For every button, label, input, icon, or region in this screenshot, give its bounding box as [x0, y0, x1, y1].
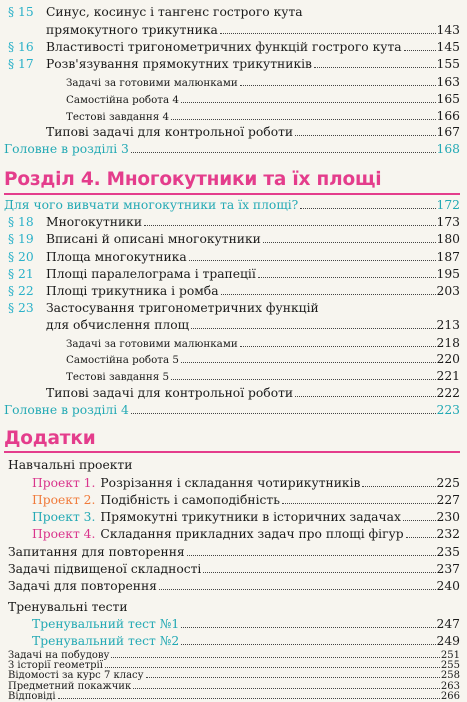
toc-entry[interactable]	[8, 6, 460, 18]
page-number: 166	[436, 109, 460, 123]
section-number: § 23	[8, 301, 34, 315]
entry-title: З історії геометрії	[8, 660, 103, 672]
page-number: 240	[436, 579, 460, 593]
entry-title: Задачі підвищеної складності	[8, 562, 202, 576]
dot-leader	[314, 67, 436, 68]
dot-leader	[406, 537, 436, 538]
page-number: 251	[440, 650, 460, 661]
entry-title: Подібність і самоподібність	[100, 493, 280, 507]
entry-title: Тренувальний тест №1	[32, 617, 180, 631]
entry-title: Синус, косинус і тангенс гострого кута	[46, 5, 303, 19]
entry-title: Розв'язування прямокутних трикутників	[46, 57, 312, 71]
page-number: 247	[436, 617, 460, 631]
page-number: 155	[436, 57, 460, 71]
page-number: 167	[436, 125, 460, 139]
entry-title: Розрізання і складання чотирикутників	[100, 476, 361, 490]
entry-title: Головне в розділі 3	[4, 142, 129, 156]
section-number: § 15	[8, 5, 34, 19]
page-number: 220	[436, 352, 460, 366]
page-number: 187	[436, 250, 460, 264]
toc-entry[interactable]	[8, 58, 460, 70]
toc-entry[interactable]	[8, 302, 460, 314]
page-number: 227	[436, 493, 460, 507]
page-number: 230	[436, 510, 460, 524]
dot-leader	[131, 413, 436, 414]
entry-title: Прямокутні трикутники в історичних задачах	[100, 510, 401, 524]
entry-title: Типові задачі для контрольної роботи	[46, 125, 294, 139]
entry-title: Для чого вивчати многокутники та їх площі?	[4, 198, 299, 212]
page-number: 173	[436, 215, 460, 229]
section-number: § 18	[8, 215, 34, 229]
entry-title: Тестові завдання 5	[66, 371, 170, 383]
page-number: 263	[440, 680, 460, 692]
entry-title: Застосування тригонометричних функцій	[46, 301, 319, 315]
dot-leader	[181, 102, 436, 103]
toc-subentry[interactable]	[66, 110, 460, 122]
entry-title: Задачі на побудову	[8, 650, 110, 661]
section-number: § 20	[8, 250, 34, 264]
group-label	[8, 459, 460, 471]
dot-leader	[258, 277, 436, 278]
dot-leader	[189, 260, 436, 261]
dot-leader	[295, 135, 435, 136]
page-number: 266	[440, 690, 460, 702]
entry-title: Тренувальний тест №2	[32, 634, 180, 648]
page-number: 168	[436, 142, 460, 156]
projects-label: Навчальні проекти	[8, 458, 133, 472]
entry-title: Типові задачі для контрольної роботи	[46, 386, 294, 400]
dot-leader	[58, 698, 440, 699]
section-number: § 17	[8, 57, 34, 71]
dot-leader	[144, 225, 435, 226]
appendix-heading: Додатки	[4, 428, 96, 449]
toc-subentry[interactable]	[66, 76, 460, 88]
toc-subentry[interactable]	[66, 93, 460, 105]
entry-title: Запитання для повторення	[8, 545, 185, 559]
entry-title: Вписані й описані многокутники	[46, 232, 261, 246]
toc-subentry[interactable]	[66, 337, 460, 349]
dot-leader	[221, 294, 436, 295]
toc-entry[interactable]	[8, 692, 460, 702]
project-entry[interactable]	[32, 494, 460, 506]
dot-leader	[187, 555, 436, 556]
chapter-intro-entry[interactable]	[4, 199, 460, 211]
dot-leader	[240, 85, 436, 86]
toc-entry[interactable]	[8, 682, 460, 692]
dot-leader	[220, 33, 436, 34]
entry-title: Самостійна робота 5	[66, 354, 179, 366]
page-number: 213	[436, 318, 460, 332]
page-number: 172	[436, 198, 460, 212]
toc-entry[interactable]	[8, 671, 460, 681]
toc-subentry[interactable]	[46, 387, 460, 399]
toc-entry[interactable]	[8, 285, 460, 297]
page-number: 221	[436, 369, 460, 383]
page-number: 180	[436, 232, 460, 246]
page-number: 203	[436, 284, 460, 298]
toc-subentry[interactable]	[66, 353, 460, 365]
entry-title: Властивості тригонометричних функцій гострого кута	[46, 40, 402, 54]
entry-title: Складання прикладних задач про площі фігур	[100, 527, 404, 541]
toc-entry[interactable]	[8, 563, 460, 575]
entry-title: Площа многокутника	[46, 250, 187, 264]
page-number: 218	[436, 336, 460, 350]
test-entry[interactable]	[32, 618, 460, 630]
dot-leader	[240, 346, 436, 347]
page-number: 195	[436, 267, 460, 281]
toc-entry[interactable]	[8, 268, 460, 280]
toc-entry-continued[interactable]	[46, 24, 460, 36]
page-number: 225	[436, 476, 460, 490]
page-number: 165	[436, 92, 460, 106]
dot-leader	[263, 242, 436, 243]
heading-rule	[4, 451, 460, 453]
toc-subentry[interactable]	[46, 126, 460, 138]
project-entry[interactable]	[32, 477, 460, 489]
toc-subentry[interactable]	[66, 370, 460, 382]
entry-title: Тестові завдання 4	[66, 111, 170, 123]
dot-leader	[181, 627, 435, 628]
chapter-summary-entry[interactable]	[4, 143, 460, 155]
group-label	[8, 601, 460, 613]
entry-title: Предметний покажчик	[8, 680, 132, 692]
section-number: § 16	[8, 40, 34, 54]
dot-leader	[105, 667, 440, 668]
dot-leader	[295, 396, 435, 397]
section-number: § 19	[8, 232, 34, 246]
toc-entry[interactable]	[8, 546, 460, 558]
entry-title: Відомості за курс 7 класу	[8, 670, 144, 682]
page-number: 222	[436, 386, 460, 400]
entry-title: Самостійна робота 4	[66, 94, 179, 106]
dot-leader	[131, 152, 436, 153]
project-prefix: Проект 3.	[32, 510, 96, 524]
dot-leader	[159, 589, 436, 590]
dot-leader	[146, 677, 440, 678]
toc-entry[interactable]	[8, 233, 460, 245]
dot-leader	[300, 208, 435, 209]
toc-entry[interactable]	[8, 216, 460, 228]
dot-leader	[404, 50, 436, 51]
entry-title: Площі трикутника і ромба	[46, 284, 219, 298]
dot-leader	[403, 520, 436, 521]
heading-rule	[4, 193, 460, 195]
project-prefix: Проект 4.	[32, 527, 96, 541]
page-number: 237	[436, 562, 460, 576]
dot-leader	[282, 503, 436, 504]
page-number: 255	[440, 660, 460, 672]
dot-leader	[181, 644, 435, 645]
dot-leader	[181, 362, 436, 363]
toc-entry[interactable]	[8, 251, 460, 263]
page-number: 145	[436, 40, 460, 54]
entry-title: Задачі за готовими малюнками	[66, 338, 238, 350]
section-number: § 22	[8, 284, 34, 298]
project-entry[interactable]	[32, 511, 460, 523]
page-number: 223	[436, 403, 460, 417]
tests-label: Тренувальні тести	[8, 600, 128, 614]
dot-leader	[171, 379, 435, 380]
entry-title: Площі паралелограма і трапеції	[46, 267, 256, 281]
chapter-summary-entry[interactable]	[4, 404, 460, 416]
toc-entry-continued[interactable]	[46, 319, 460, 331]
section-number: § 21	[8, 267, 34, 281]
page-number: 232	[436, 527, 460, 541]
dot-leader	[111, 657, 440, 658]
dot-leader	[133, 688, 440, 689]
dot-leader	[203, 572, 435, 573]
page-number: 163	[436, 75, 460, 89]
page-number: 249	[436, 634, 460, 648]
page-number: 258	[440, 670, 460, 682]
entry-title: Многокутники	[46, 215, 143, 229]
project-entry[interactable]	[32, 528, 460, 540]
entry-title: Задачі для повторення	[8, 579, 157, 593]
dot-leader	[171, 119, 435, 120]
page-number: 235	[436, 545, 460, 559]
toc-entry[interactable]	[8, 580, 460, 592]
project-prefix: Проект 1.	[32, 476, 96, 490]
entry-title: Відповіді	[8, 690, 56, 702]
entry-title: Головне в розділі 4	[4, 403, 129, 417]
dot-leader	[362, 486, 435, 487]
entry-title: для обчислення площ	[46, 318, 190, 332]
page-number: 143	[436, 23, 460, 37]
chapter-heading: Розділ 4. Многокутники та їх площі	[4, 169, 382, 190]
entry-title: прямокутного трикутника	[46, 23, 218, 37]
toc-entry[interactable]	[8, 41, 460, 53]
test-entry[interactable]	[32, 635, 460, 647]
dot-leader	[191, 328, 435, 329]
entry-title: Задачі за готовими малюнками	[66, 77, 238, 89]
project-prefix: Проект 2.	[32, 493, 96, 507]
